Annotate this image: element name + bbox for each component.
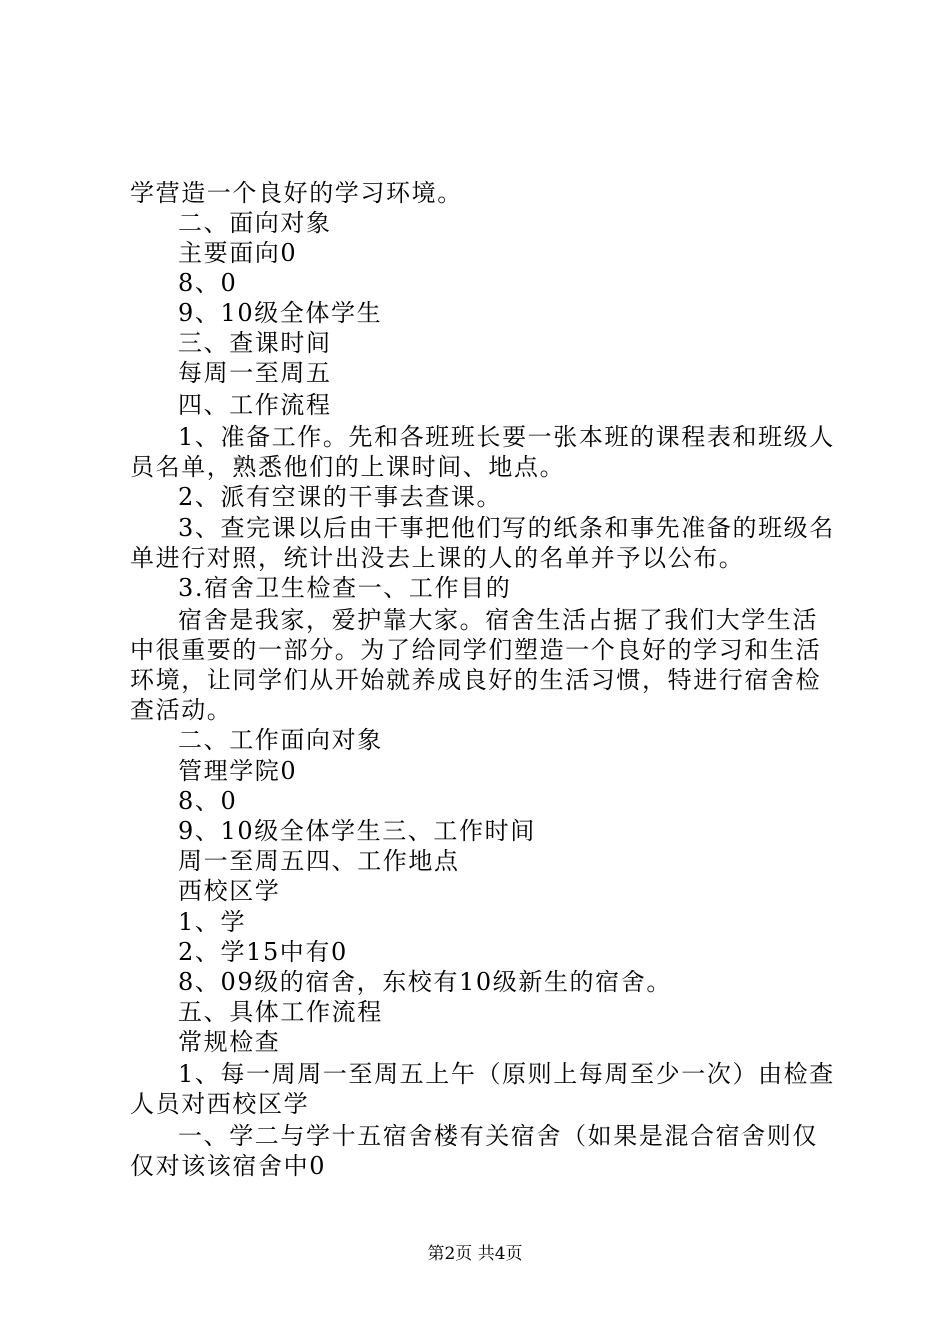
text-line: 8、0 <box>178 787 238 815</box>
text-line: 宿舍是我家，爱护靠大家。宿舍生活占据了我们大学生活 <box>178 606 818 634</box>
text-line: 8、09级的宿舍，东校有10级新生的宿舍。 <box>178 968 672 996</box>
page-footer: 第2页 共4页 <box>427 1244 523 1264</box>
text-line: 3、查完课以后由干事把他们写的纸条和事先准备的班级名 <box>178 514 835 542</box>
text-line: 环境，让同学们从开始就养成良好的生活习惯，特进行宿舍检 <box>130 666 822 694</box>
text-line: 1、准备工作。先和各班班长要一张本班的课程表和班级人 <box>178 423 835 451</box>
text-line: 9、10级全体学生 <box>178 299 383 327</box>
section-heading: 五、具体工作流程 <box>178 998 383 1026</box>
section-heading: 二、面向对象 <box>178 209 332 237</box>
section-heading: 四、工作流程 <box>178 391 332 419</box>
text-line: 学营造一个良好的学习环境。 <box>130 179 463 207</box>
section-heading: 3.宿舍卫生检查一、工作目的 <box>178 574 512 602</box>
text-line: 常规检查 <box>178 1028 281 1056</box>
text-line: 8、0 <box>178 269 238 297</box>
text-line: 9、10级全体学生三、工作时间 <box>178 817 536 845</box>
text-line: 一、学二与学十五宿舍楼有关宿舍（如果是混合宿舍则仅 <box>178 1122 818 1150</box>
text-line: 员名单，熟悉他们的上课时间、地点。 <box>130 453 566 481</box>
text-line: 单进行对照，统计出没去上课的人的名单并予以公布。 <box>130 544 745 572</box>
text-line: 管理学院0 <box>178 757 298 785</box>
text-line: 查活动。 <box>130 696 233 724</box>
text-line: 中很重要的一部分。为了给同学们塑造一个良好的学习和生活 <box>130 636 822 664</box>
text-line: 仅对该该宿舍中0 <box>130 1152 327 1180</box>
text-line: 1、每一周周一至周五上午（原则上每周至少一次）由检查 <box>178 1060 835 1088</box>
text-line: 西校区学 <box>178 877 281 905</box>
text-line: 每周一至周五 <box>178 359 332 387</box>
section-heading: 三、查课时间 <box>178 329 332 357</box>
text-line: 2、学15中有0 <box>178 938 348 966</box>
text-line: 2、派有空课的干事去查课。 <box>178 483 503 511</box>
text-line: 1、学 <box>178 908 247 936</box>
text-line: 主要面向0 <box>178 239 298 267</box>
section-heading: 二、工作面向对象 <box>178 726 383 754</box>
text-line: 周一至周五四、工作地点 <box>178 847 460 875</box>
text-line: 人员对西校区学 <box>130 1090 310 1118</box>
